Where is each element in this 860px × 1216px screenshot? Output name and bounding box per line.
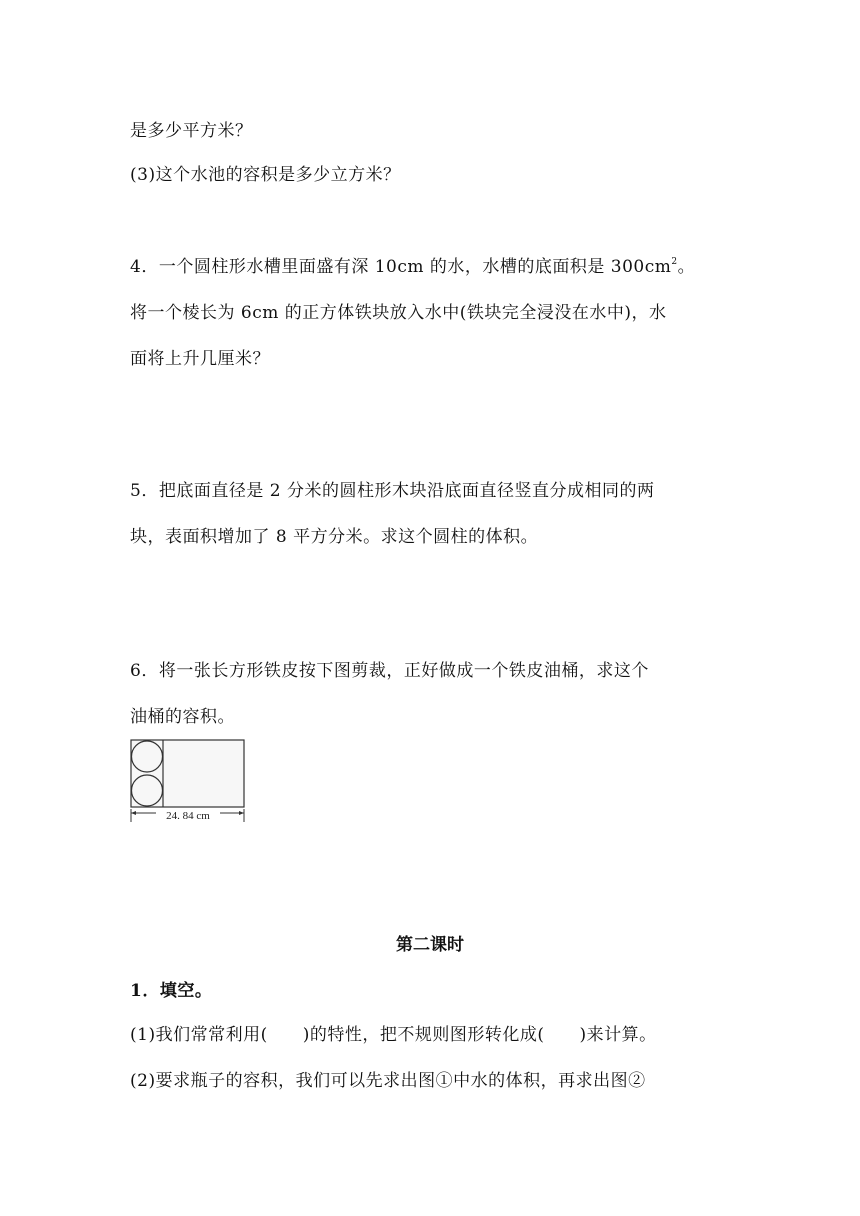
q4-line1 [130, 252, 695, 277]
q5-line2: 块，表面积增加了 8 平方分米。求这个圆柱的体积。 [130, 527, 539, 547]
cut-sheet-figure [126, 736, 252, 822]
q4-line2: 将一个棱长为 6cm 的正方体铁块放入水中(铁块完全浸没在水中)，水 [130, 303, 667, 323]
s1-item1: (1)我们常常利用( )的特性，把不规则图形转化成( )来计算。 [130, 1025, 657, 1045]
q3-part3: (3)这个水池的容积是多少立方米？ [130, 165, 401, 185]
dimension-arrow-left [131, 811, 136, 815]
q6-line2: 油桶的容积。 [130, 707, 235, 727]
section-title: 第二课时 [396, 935, 464, 955]
dimension-arrow-right [239, 811, 244, 815]
q3-continuation: 是多少平方米？ [130, 121, 253, 141]
q4-unit-superscript: 2 [671, 257, 678, 267]
q4-line1-text: 4．一个圆柱形水槽里面盛有深 10cm 的水，水槽的底面积是 300cm [130, 257, 672, 277]
s1-title: 1．填空。 [130, 981, 213, 1001]
q4-line3: 面将上升几厘米？ [130, 349, 270, 369]
s1-item2: (2)要求瓶子的容积，我们可以先求出图①中水的体积，再求出图② [130, 1071, 646, 1091]
sheet-rectangle [131, 740, 244, 807]
dimension-label: 24. 84 cm [166, 810, 210, 822]
q6-line1: 6．将一张长方形铁皮按下图剪裁，正好做成一个铁皮油桶，求这个 [130, 661, 649, 681]
q5-line1: 5．把底面直径是 2 分米的圆柱形木块沿底面直径竖直分成相同的两 [130, 481, 655, 501]
q4-line1-end: 。 [677, 257, 696, 277]
